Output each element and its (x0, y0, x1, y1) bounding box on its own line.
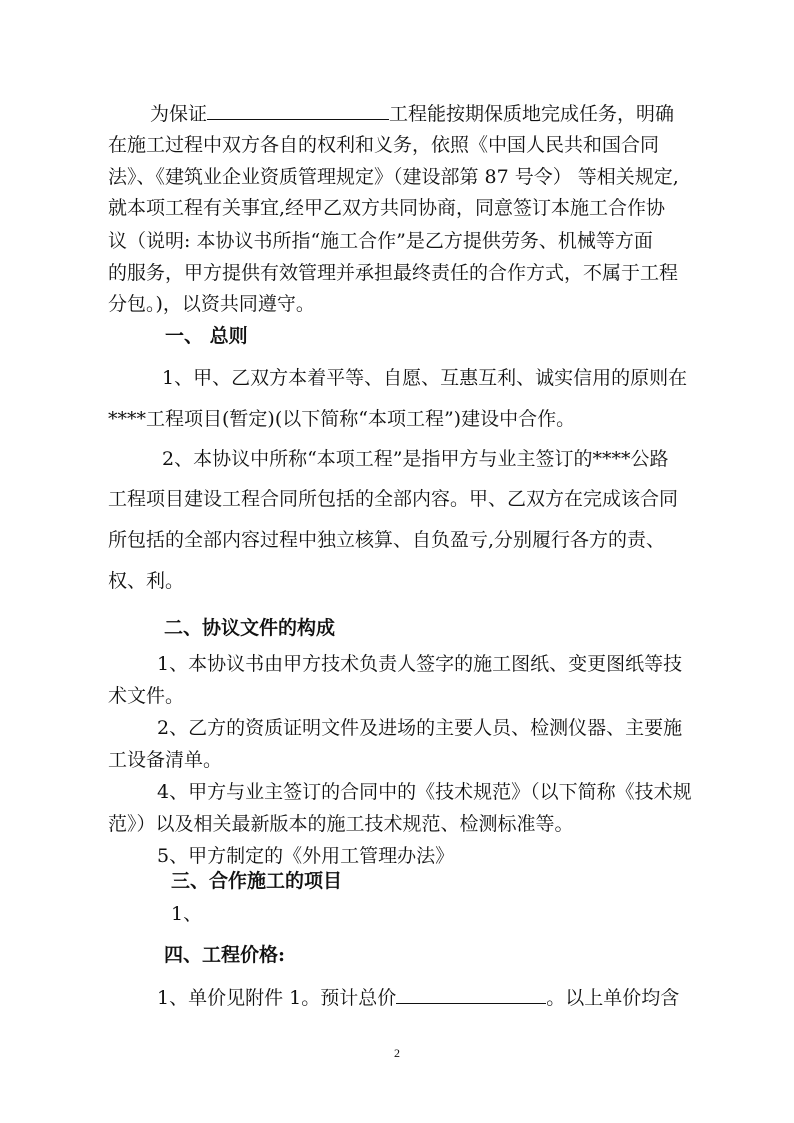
section-heading-items: 三、合作施工的项目 (171, 870, 343, 892)
page-number: 2 (394, 1046, 400, 1060)
total-price-blank[interactable] (396, 985, 546, 1004)
price-text: 1、单价见附件 1。预计总价 (157, 987, 397, 1009)
sec2-item4-line2: 范》）以及相关最新版本的施工技术规范、检测标准等。 (108, 813, 574, 835)
intro-line-7: 分包。)，以资共同遵守。 (108, 293, 315, 315)
intro-line-1 (150, 101, 674, 125)
sec2-item1-line2: 术文件。 (108, 685, 185, 707)
sec1-para2-line2: 工程项目建设工程合同所包括的全部内容。甲、乙双方在完成该合同 (108, 488, 679, 510)
section-heading-documents: 二、协议文件的构成 (164, 617, 336, 639)
sec1-para1-line2: ****工程项目(暂定)(以下简称“本项工程”)建设中合作。 (108, 408, 576, 430)
sec1-para2-line4: 权、利。 (108, 570, 185, 592)
intro-line-6: 的服务，甲方提供有效管理并承担最终责任的合作方式，不属于工程 (108, 262, 679, 284)
intro-line-4: 就本项工程有关事宜,经甲乙双方共同协商，同意签订本施工合作协 (108, 197, 666, 219)
intro-text: 为保证 (150, 103, 208, 125)
sec4-item1-line1 (157, 985, 679, 1009)
intro-line-5: 议（说明: 本协议书所指“施工合作”是乙方提供劳务、机械等方面 (108, 230, 653, 252)
section-heading-general: 一、 总则 (165, 325, 248, 347)
sec2-item2-line2: 工设备清单。 (108, 749, 223, 771)
price-text: 。以上单价均含 (546, 987, 680, 1009)
sec2-item2-line1: 2、乙方的资质证明文件及进场的主要人员、检测仪器、主要施 (157, 717, 683, 739)
project-name-blank[interactable] (207, 101, 389, 120)
intro-text: 工程能按期保质地完成任务，明确 (389, 103, 675, 125)
intro-line-3: 法》、《建筑业企业资质管理规定》（建设部第 87 号令） 等相关规定, (108, 166, 679, 188)
sec2-item1-line1: 1、本协议书由甲方技术负责人签字的施工图纸、变更图纸等技 (157, 653, 683, 675)
sec2-item4-line1: 4、甲方与业主签订的合同中的《技术规范》（以下简称《技术规 (157, 781, 692, 803)
intro-line-2: 在施工过程中双方各自的权利和义务，依照《中国人民共和国合同 (108, 134, 660, 156)
sec2-item5: 5、甲方制定的《外用工管理办法》 (157, 845, 455, 867)
section-heading-price: 四、工程价格: (164, 944, 286, 966)
sec3-item1: 1、 (171, 903, 203, 925)
sec1-para1-line1: 1、甲、乙双方本着平等、自愿、互惠互利、诚实信用的原则在 (162, 367, 688, 389)
sec1-para2-line1: 2、本协议中所称“本项工程”是指甲方与业主签订的****公路 (162, 448, 669, 470)
sec1-para2-line3: 所包括的全部内容过程中独立核算、自负盈亏,分别履行各方的责、 (108, 529, 666, 551)
